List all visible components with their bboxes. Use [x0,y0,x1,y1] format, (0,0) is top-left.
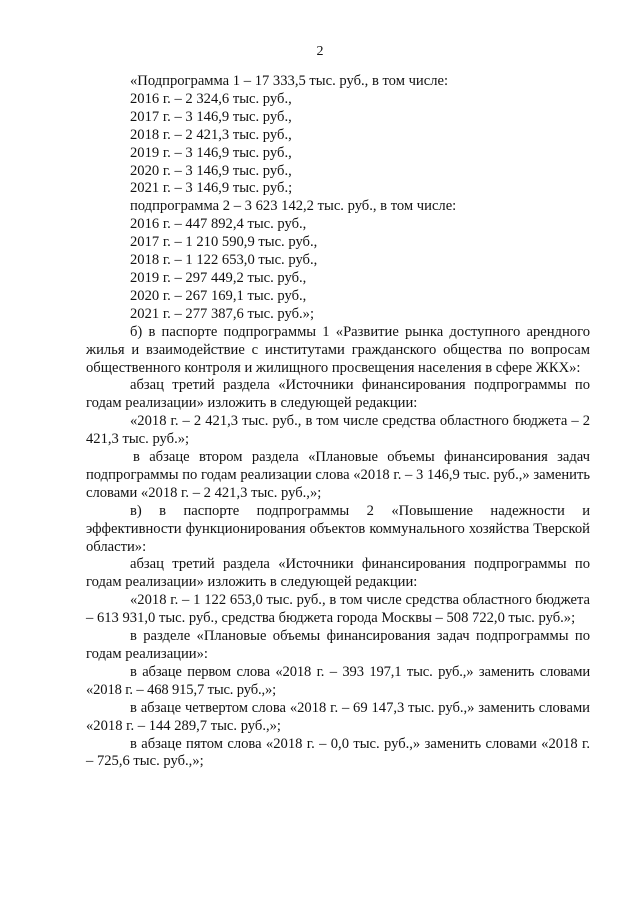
subprogram2-year-line: 2020 г. – 267 169,1 тыс. руб., [130,287,307,304]
paragraph-v-passport: в) в паспорте подпрограммы 2 «Повышение надежности и эффективности функционирования объектов коммунального хозяйства Тверской области»: [86,502,590,555]
paragraph-b-quote: «2018 г. – 2 421,3 тыс. руб., в том числе средства областного бюджета – 2 421,3 тыс. руб.»; [86,413,590,448]
subprogram2-year-line: 2016 г. – 447 892,4 тыс. руб., [130,216,307,233]
subprogram1-year-line: 2019 г. – 3 146,9 тыс. руб., [130,144,292,161]
subprogram2-year-line: 2021 г. – 277 387,6 тыс. руб.»; [130,305,315,322]
paragraph-v-fifth: в абзаце пятом слова «2018 г. – 0,0 тыс. руб.,» заменить словами «2018 г. – 725,6 тыс. руб.,»; [86,735,590,770]
paragraph-b-passport: б) в паспорте подпрограммы 1 «Развитие рынка доступного арендного жилья и взаимодействие с институтами гражданского общества по вопросам общественного контроля и жилищного просвещения населения в сфере ЖКХ»: [86,323,590,376]
paragraph-v-section: в разделе «Плановые объемы финансирования задач подпрограммы по годам реализации»: [86,628,590,662]
subprogram2-year-line: 2017 г. – 1 210 590,9 тыс. руб., [130,234,318,251]
subprogram1-year-line: 2018 г. – 2 421,3 тыс. руб., [130,126,292,143]
document-body [86,73,590,771]
subprogram2-year-line: 2018 г. – 1 122 653,0 тыс. руб., [130,252,318,269]
paragraph-b-second-para: в абзаце втором раздела «Плановые объемы финансирования задач подпрограммы по годам реализации слова «2018 г. – 3 146,9 тыс. руб.,» заменить словами «2018 г. – 2 421,3 тыс. руб.,»; [86,449,590,501]
subprogram1-year-line: 2017 г. – 3 146,9 тыс. руб., [130,108,292,125]
subprogram2-header: подпрограмма 2 – 3 623 142,2 тыс. руб., в том числе: [130,198,457,215]
paragraph-v-fourth: в абзаце четвертом слова «2018 г. – 69 147,3 тыс. руб.,» заменить словами «2018 г. – 144 289,7 тыс. руб.,»; [86,699,590,734]
paragraph-v-quote: «2018 г. – 1 122 653,0 тыс. руб., в том числе средства областного бюджета – 613 931,0 тыс. руб., средства бюджета города Москвы – 508 722,0 тыс. руб.»; [86,592,590,627]
subprogram1-year-line: 2020 г. – 3 146,9 тыс. руб., [130,162,292,179]
subprogram1-year-line: 2016 г. – 2 324,6 тыс. руб., [130,90,292,107]
paragraph-v-first: в абзаце первом слова «2018 г. – 393 197,1 тыс. руб.,» заменить словами «2018 г. – 468 915,7 тыс. руб.,»; [86,663,590,698]
subprogram1-year-line: 2021 г. – 3 146,9 тыс. руб.; [130,180,293,197]
subprogram1-header: «Подпрограмма 1 – 17 333,5 тыс. руб., в том числе: [130,73,449,89]
paragraph-v-third-para: абзац третий раздела «Источники финансирования подпрограммы по годам реализации» изложить в следующей редакции: [86,556,590,591]
paragraph-b-third-para: абзац третий раздела «Источники финансирования подпрограммы по годам реализации» изложить в следующей редакции: [86,377,590,412]
page-number: 2 [316,44,324,59]
subprogram2-year-line: 2019 г. – 297 449,2 тыс. руб., [130,269,307,286]
